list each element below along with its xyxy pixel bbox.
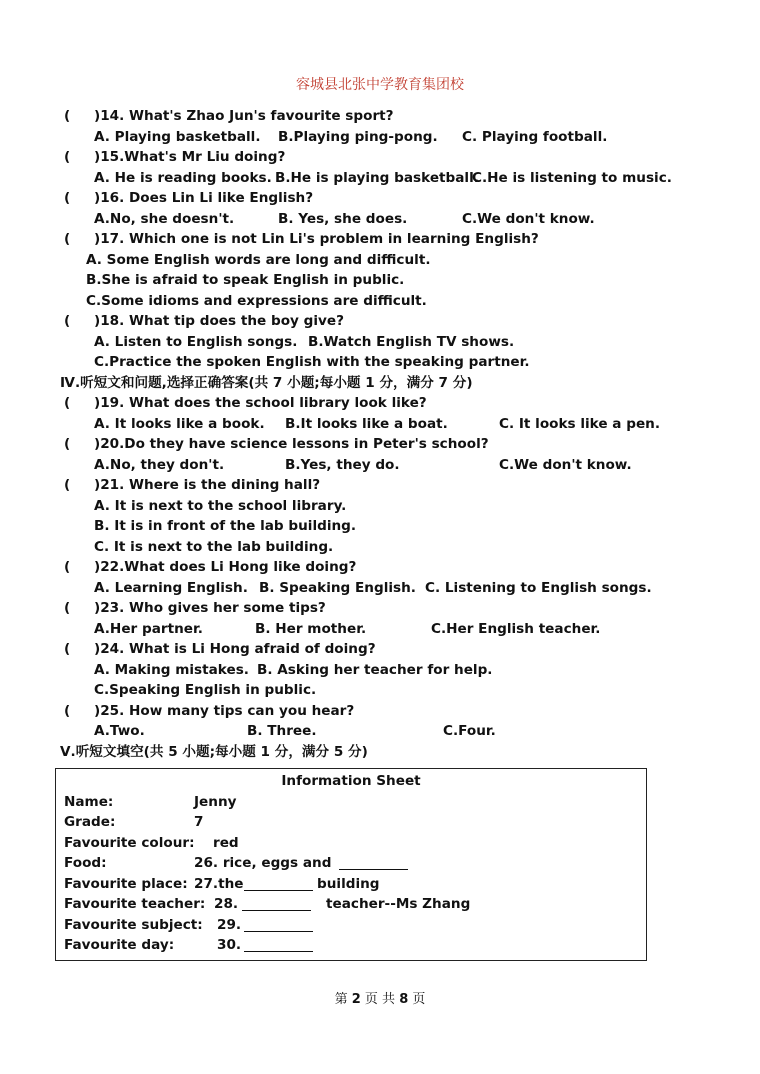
option-b: B. Yes, she does. bbox=[278, 210, 408, 227]
option-b: B. Her mother. bbox=[255, 620, 367, 637]
question-14: ( )14. What's Zhao Jun's favourite sport? bbox=[64, 108, 394, 124]
question-24-option-c: C.Speaking English in public. bbox=[94, 682, 317, 698]
option-a: A.No, she doesn't. bbox=[94, 210, 235, 227]
sheet-row-food: Food: 26. rice, eggs and bbox=[56, 853, 646, 874]
option-c: C.We don't know. bbox=[462, 210, 595, 227]
question-17-option-a: A. Some English words are long and difficult. bbox=[86, 251, 431, 268]
question-16-options bbox=[64, 209, 724, 230]
section-4-heading: Ⅳ.听短文和问题,选择正确答案(共 7 小题;每小题 1 分，满分 7 分) bbox=[60, 374, 473, 391]
question-21-option-b: B. It is in front of the lab building. bbox=[94, 518, 357, 534]
sheet-row-day: Favourite day: 30. bbox=[56, 935, 646, 956]
school-header: 容城县北张中学教育集团校 bbox=[296, 77, 464, 93]
option-a: A.No, they don't. bbox=[94, 456, 225, 473]
section-5-heading: Ⅴ.听短文填空(共 5 小题;每小题 1 分，满分 5 分) bbox=[60, 743, 368, 760]
question-21: ( )21. Where is the dining hall? bbox=[64, 477, 321, 493]
blank-27[interactable] bbox=[244, 877, 313, 891]
blank-30[interactable] bbox=[244, 938, 313, 952]
option-c: C.Four. bbox=[443, 723, 496, 739]
option-a: A. Learning English. bbox=[94, 579, 248, 596]
exam-content bbox=[60, 106, 724, 762]
question-23: ( )23. Who gives her some tips? bbox=[64, 600, 326, 616]
question-23-options bbox=[64, 619, 724, 640]
option-b: B.Playing ping-pong. bbox=[278, 128, 438, 145]
blank-29[interactable] bbox=[244, 918, 313, 932]
sheet-title: Information Sheet bbox=[281, 773, 421, 789]
option-b: B. Three. bbox=[247, 723, 317, 739]
question-18-option-c: C.Practice the spoken English with the speaking partner. bbox=[94, 354, 530, 370]
option-a: A.Two. bbox=[94, 723, 145, 739]
information-sheet bbox=[55, 768, 647, 961]
sheet-row-colour: Favourite colour: red bbox=[64, 834, 239, 851]
blank-28[interactable] bbox=[242, 897, 311, 911]
option-a: A. He is reading books. bbox=[94, 169, 272, 186]
blank-26[interactable] bbox=[339, 856, 408, 870]
option-b: B.It looks like a boat. bbox=[285, 415, 448, 432]
option-b: B.He is playing basketball. bbox=[275, 169, 479, 186]
sheet-row-teacher: Favourite teacher: 28. teacher--Ms Zhang bbox=[64, 896, 471, 912]
question-19: ( )19. What does the school library look like? bbox=[64, 395, 427, 411]
option-c: C. Listening to English songs. bbox=[425, 579, 652, 596]
question-25-options bbox=[64, 721, 724, 742]
question-18: ( )18. What tip does the boy give? bbox=[64, 313, 344, 329]
question-21-option-c: C. It is next to the lab building. bbox=[94, 538, 334, 555]
option-b: B.Yes, they do. bbox=[285, 456, 400, 473]
option-a: A. It looks like a book. bbox=[94, 415, 265, 432]
option-a: A. Making mistakes. bbox=[94, 661, 249, 678]
option-c: C. It looks like a pen. bbox=[499, 415, 661, 432]
option-a: A. Playing basketball. bbox=[94, 128, 261, 145]
question-25: ( )25. How many tips can you hear? bbox=[64, 702, 355, 719]
page-number: 2 bbox=[351, 992, 361, 1007]
question-14-options bbox=[64, 127, 724, 148]
option-c: C.He is listening to music. bbox=[472, 169, 672, 186]
question-22-options bbox=[64, 578, 724, 599]
option-b: B. Speaking English. bbox=[259, 579, 416, 596]
sheet-row-subject: Favourite subject: 29. bbox=[56, 915, 646, 936]
question-24-options bbox=[64, 660, 724, 681]
question-24: ( )24. What is Li Hong afraid of doing? bbox=[64, 641, 376, 657]
question-21-option-a: A. It is next to the school library. bbox=[94, 497, 347, 514]
option-c: C.We don't know. bbox=[499, 456, 632, 473]
question-17: ( )17. Which one is not Lin Li's problem in learning English? bbox=[64, 231, 539, 247]
option-a: A. Listen to English songs. bbox=[94, 333, 298, 350]
question-17-option-c: C.Some idioms and expressions are difficult. bbox=[86, 292, 427, 309]
question-16: ( )16. Does Lin Li like English? bbox=[64, 190, 314, 206]
question-19-options bbox=[64, 414, 724, 435]
sheet-row-place: Favourite place: 27.the building bbox=[64, 875, 380, 892]
option-c: C.Her English teacher. bbox=[431, 620, 601, 637]
option-c: C. Playing football. bbox=[462, 128, 608, 145]
sheet-row-grade: Grade: 7 bbox=[64, 814, 204, 830]
question-15: ( )15.What's Mr Liu doing? bbox=[64, 149, 286, 165]
sheet-row-name: Name: Jenny bbox=[64, 793, 237, 810]
question-15-options bbox=[64, 168, 724, 189]
question-20: ( )20.Do they have science lessons in Peter's school? bbox=[64, 436, 489, 452]
option-b: B.Watch English TV shows. bbox=[308, 333, 515, 350]
question-20-options bbox=[64, 455, 724, 476]
question-22: ( )22.What does Li Hong like doing? bbox=[64, 559, 357, 575]
option-b: B. Asking her teacher for help. bbox=[257, 661, 493, 678]
page-footer: 第 2 页 共 8 页 bbox=[334, 992, 426, 1007]
option-a: A.Her partner. bbox=[94, 620, 203, 637]
question-18-options bbox=[64, 332, 724, 353]
page-total: 8 bbox=[399, 992, 409, 1007]
question-17-option-b: B.She is afraid to speak English in public. bbox=[86, 272, 405, 288]
